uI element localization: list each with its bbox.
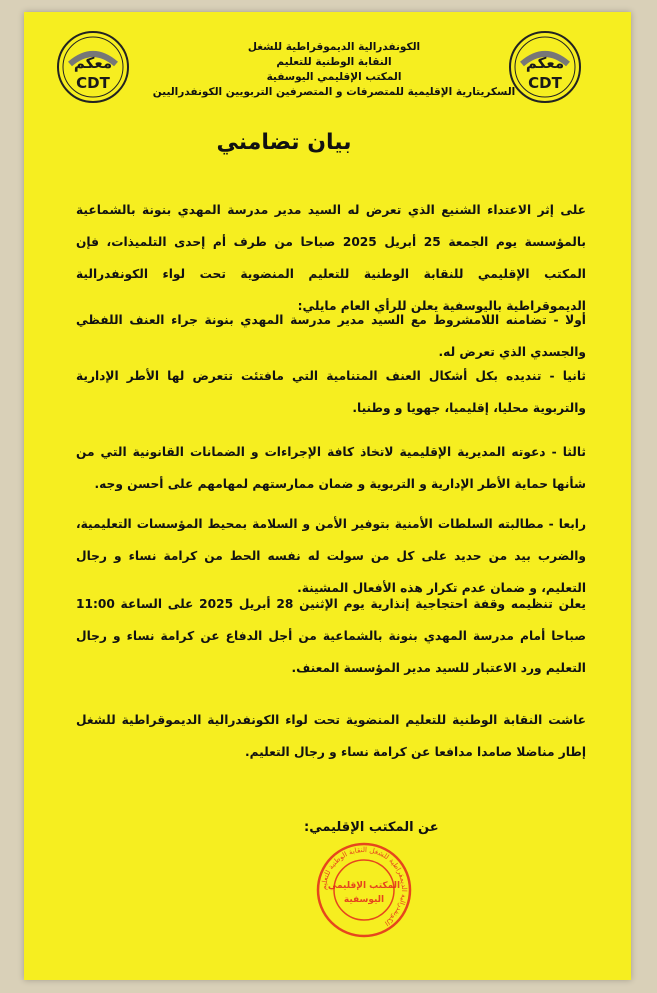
official-stamp xyxy=(314,840,414,940)
second-point-paragraph: ثانيا - تنديده بكل أشكال العنف المتنامية التي مافتئت تتعرض لها الأطر الإدارية والتربوية محليا، إقليميا، جهويا و وطنيا. xyxy=(76,369,586,415)
stamp-center-line-1: المكتب الإقليمي xyxy=(327,881,401,891)
cdt-logo-left-graphic xyxy=(56,30,130,104)
logo-bottom-text: CDT xyxy=(528,74,562,92)
header-line-1: الكونفدرالية الديموقراطية للشغل xyxy=(247,41,421,53)
signature-line: عن المكتب الإقليمي: xyxy=(304,820,439,835)
logo-bottom-text: CDT xyxy=(76,74,110,92)
closing-paragraph: عاشت النقابة الوطنية للتعليم المنضوية تحت لواء الكونفدرالية الديموقراطية للشغل إطار مناضلا صامدا مدافعا عن كرامة نساء و رجال التعليم. xyxy=(76,713,586,759)
cdt-logo-left xyxy=(56,30,130,104)
logo-top-text: معكم xyxy=(73,54,113,72)
letterhead xyxy=(144,40,524,100)
protest-announcement-paragraph: يعلن تنظيمه وقفة احتجاجية إنذارية يوم الإثنين 28 أبريل 2025 على الساعة 11:00 صباحا أمام مدرسة المهدي بنونة بالشماعية من أجل الدفاع عن كرامة نساء و رجال التعليم ورد الاعتبار للسيد مدير المؤسسة المعنف. xyxy=(76,597,586,675)
stamp-center-line-2: اليوسفية xyxy=(343,895,385,905)
first-point-paragraph: أولا - تضامنه اللامشروط مع السيد مدير مدرسة المهدي بنونة جراء العنف اللفظي والجسدي الذي تعرض له. xyxy=(76,313,586,359)
intro-paragraph: على إثر الاعتداء الشنيع الذي تعرض له السيد مدير مدرسة المهدي بنونة بالشماعية بالمؤسسة يوم الجمعة 25 أبريل 2025 صباحا من طرف أم إحدى التلميذات، فإن المكتب الإقليمي للنقابة الوطنية للتعليم المنضوية تحت لواء الكونفدرالية الديموقراطية باليوسفية يعلن للرأي العام مايلي: xyxy=(76,203,586,313)
header-line-2: النقابة الوطنية للتعليم xyxy=(276,56,392,68)
header-line-4: السكريتارية الإقليمية للمتصرفات و المتصرفين التربويين الكونفدراليين xyxy=(152,86,516,98)
fourth-point-paragraph: رابعا - مطالبته السلطات الأمنية بتوفير الأمن و السلامة بمحيط المؤسسات التعليمية، والضرب بيد من حديد على كل من سولت له نفسه الحط من كرامة نساء و رجال التعليم، و ضمان عدم تكرار هذه الأفعال المشينة. xyxy=(76,517,586,595)
third-point-paragraph: ثالثا - دعوته المديرية الإقليمية لاتخاذ كافة الإجراءات و الضمانات القانونية التي من شأنها حماية الأطر الإدارية و التربوية و ضمان ممارستهم لمهامهم على أحسن وجه. xyxy=(76,445,586,491)
document-title: بيان تضامني xyxy=(216,130,352,155)
logo-top-text: معكم xyxy=(525,54,565,72)
header-line-3: المكتب الإقليمي اليوسفية xyxy=(266,71,402,83)
stamp-ring-text: الكونفدرالية الديمقراطية للشغل النقابة الوطنية للتعليم xyxy=(319,845,409,928)
stamp-graphic xyxy=(314,840,414,940)
document-page xyxy=(24,12,631,980)
